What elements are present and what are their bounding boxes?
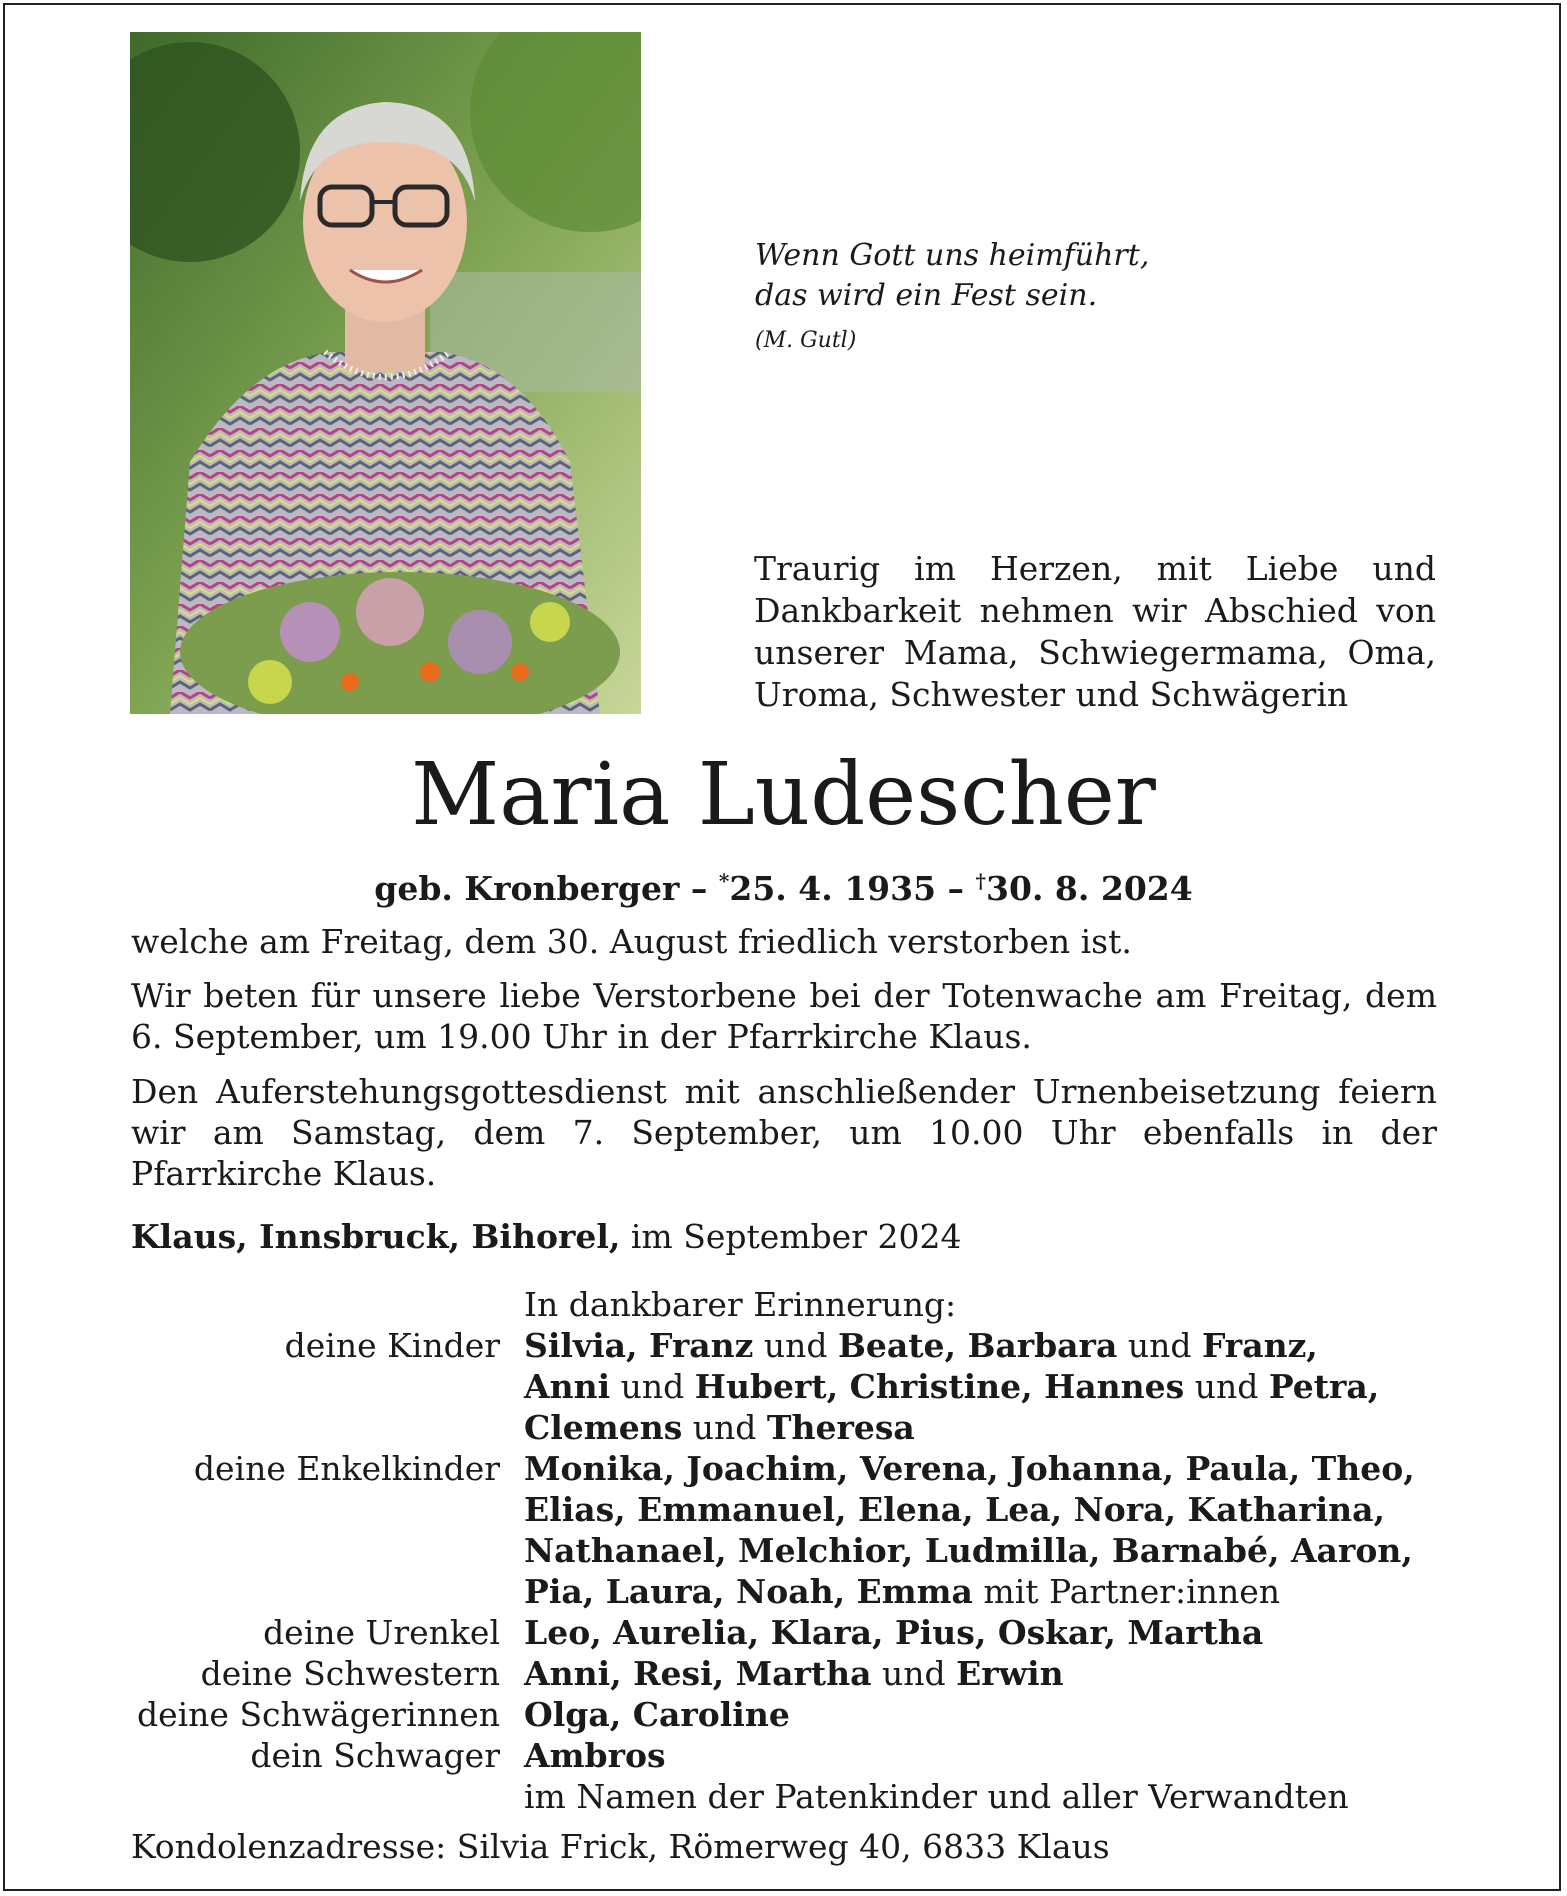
greatgrandchildren-names: Leo, Aurelia, Klara, Pius, Oskar, Martha [524,1613,1264,1652]
birth-date: 25. 4. 1935 [729,869,937,908]
children-label: deine Kinder [284,1326,500,1365]
dash: – [690,869,708,908]
paragraph-funeral [131,1071,1437,1194]
quote-line-1: Wenn Gott uns heimführt, [755,238,1150,273]
intro-line-4: Uroma, Schwester und Schwägerin [754,675,1349,714]
quote-line-2: das wird ein Fest sein. [755,278,1098,313]
paragraph-funeral-text: Den Auferstehungsgottesdienst mit anschließender Urnenbeisetzung feiern wir am Samstag, dem 7. September, um 10.00 Uhr ebenfalls in der Pfarrkirche Klaus. [131,1072,1437,1193]
sisters-names: Anni, Resi, Martha und Erwin [524,1654,1064,1693]
brotherinlaw-name: Ambros [524,1736,666,1775]
sistersinlaw-label: deine Schwägerinnen [136,1695,500,1734]
children-line-1: Silvia, Franz und Beate, Barbara und Franz, [524,1326,1318,1365]
death-date: 30. 8. 2024 [986,869,1193,908]
memorial-quote [755,236,1149,356]
paragraph-wake [131,975,1437,1057]
paragraph-wake-text: Wir beten für unsere liebe Verstorbene bei der Totenwache am Freitag, dem 6. September, um 19.00 Uhr in der Pfarrkirche Klaus. [131,976,1437,1056]
grandchildren-line-1: Monika, Joachim, Verena, Johanna, Paula, Theo, [524,1449,1415,1488]
condolence-address: Kondolenzadresse: Silvia Frick, Römerweg 40, 6833 Klaus [131,1827,1110,1866]
intro-text [754,548,1436,716]
grandchildren-line-4: Pia, Laura, Noah, Emma mit Partner:innen [524,1572,1280,1611]
paragraph-death [131,921,1437,962]
deceased-name: Maria Ludescher [411,745,1156,845]
birth-symbol: * [718,869,730,893]
intro-line-3: unserer Mama, Schwiegermama, Oma, [754,633,1436,672]
intro-line-2: Dankbarkeit nehmen wir Abschied von [754,591,1436,630]
closing-line: im Namen der Patenkinder und aller Verwandten [524,1777,1349,1816]
portrait-photo [130,32,641,714]
family-header: In dankbarer Erinnerung: [524,1285,957,1324]
place-date: im September 2024 [620,1217,962,1256]
family-list [0,1284,1567,1817]
greatgrandchildren-label: deine Urenkel [263,1613,500,1652]
life-dates [0,860,1567,910]
children-line-2: Anni und Hubert, Christine, Hannes und Petra, [524,1367,1380,1406]
birth-name: geb. Kronberger [374,869,680,908]
paragraph-death-text: welche am Freitag, dem 30. August friedlich verstorben ist. [131,922,1132,961]
place-cities: Klaus, Innsbruck, Bihorel, [131,1217,621,1256]
grandchildren-line-3: Nathanael, Melchior, Ludmilla, Barnabé, Aaron, [524,1531,1413,1570]
death-symbol: † [975,869,987,893]
sistersinlaw-names: Olga, Caroline [524,1695,790,1734]
quote-source: (M. Gutl) [755,328,857,353]
grandchildren-label: deine Enkelkinder [193,1449,500,1488]
dash: – [947,869,965,908]
place-date-line [131,1216,1437,1257]
children-line-3: Clemens und Theresa [524,1408,915,1447]
grandchildren-line-2: Elias, Emmanuel, Elena, Lea, Nora, Katharina, [524,1490,1386,1529]
sisters-label: deine Schwestern [200,1654,500,1693]
intro-line-1: Traurig im Herzen, mit Liebe und [754,549,1436,588]
brotherinlaw-label: dein Schwager [250,1736,500,1775]
